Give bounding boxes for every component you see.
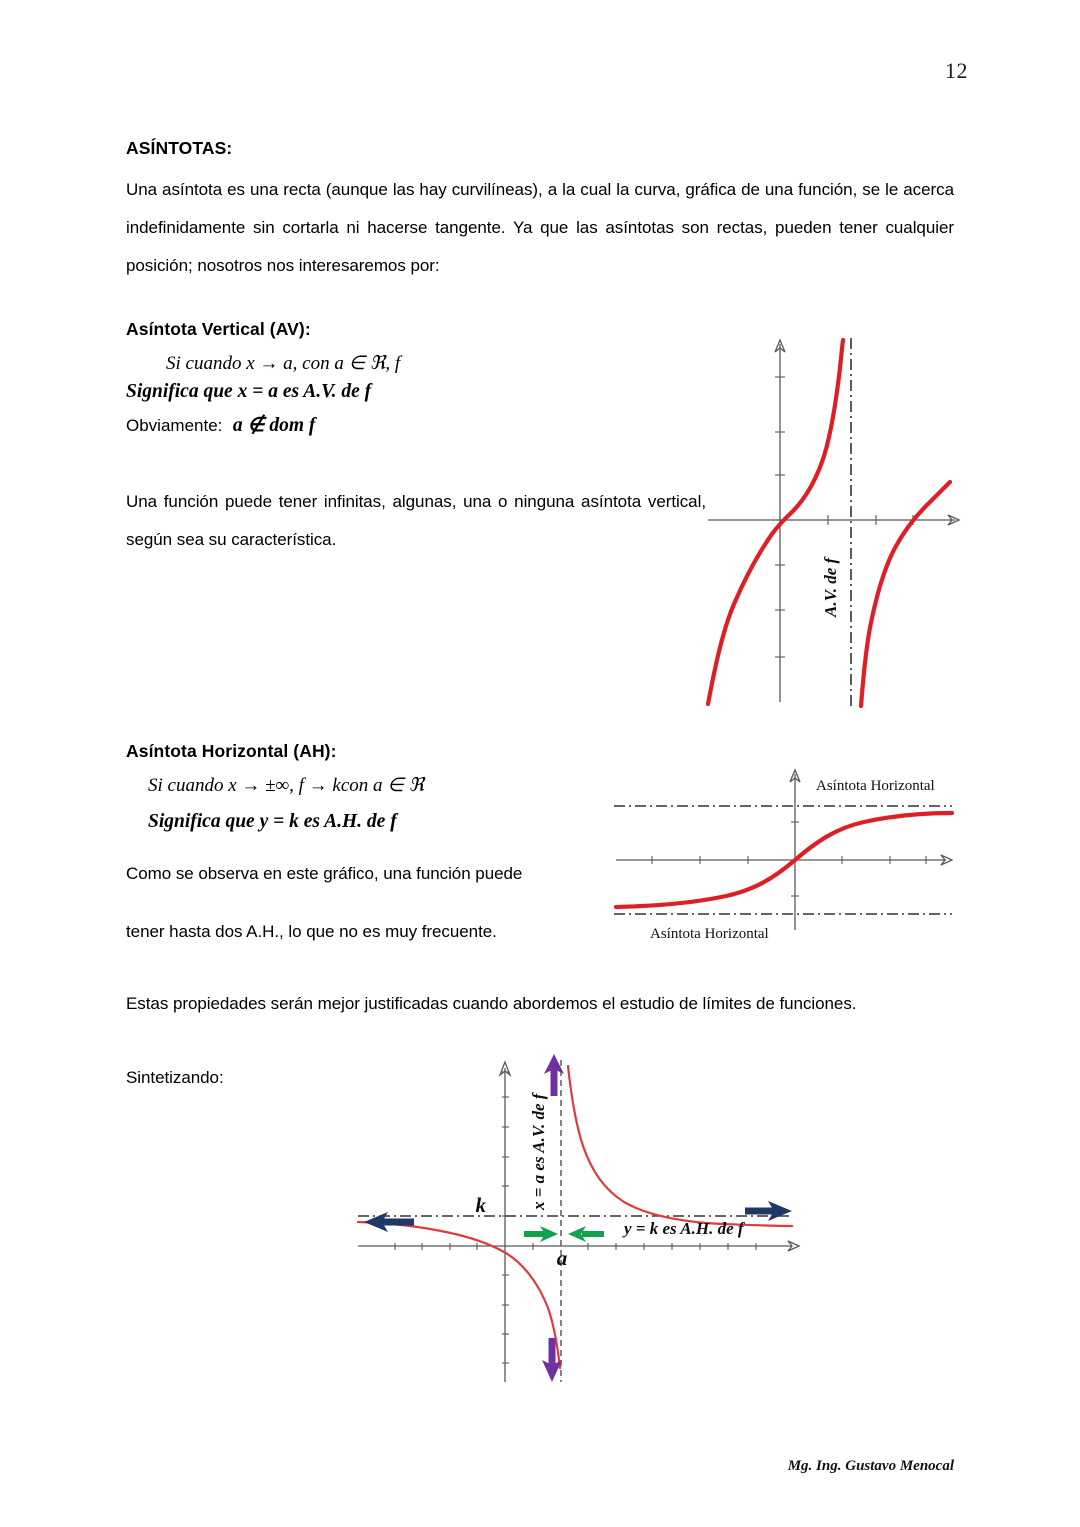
figure-vertical-asymptote — [700, 332, 962, 710]
figure-horizontal-asymptote — [608, 762, 958, 948]
paragraph-asintotas-intro: Una asíntota es una recta (aunque las hay curvilíneas), a la cual la curva, gráfica de una función, se le acerca indefinidamente sin cortarla ni hacerse tangente. Ya que las asíntotas son rectas, pueden tener cualquier posición; nosotros nos interesaremos por: — [126, 180, 954, 275]
page-number: 12 — [945, 58, 968, 83]
heading-asintota-vertical: Asíntota Vertical (AV): — [126, 319, 311, 339]
av-axes — [708, 340, 959, 702]
heading-asintota-horizontal: Asíntota Horizontal (AH): — [126, 741, 337, 761]
paragraph-closing: Estas propiedades serán mejor justificadas cuando abordemos el estudio de límites de funciones. — [126, 994, 857, 1013]
syn-curve-left-branch — [358, 1222, 560, 1368]
av-curve-left-branch — [708, 340, 843, 704]
syn-curve-right-branch — [568, 1066, 792, 1226]
syn-arrow-right-green — [524, 1226, 558, 1242]
heading-asintotas: ASÍNTOTAS: — [126, 138, 233, 158]
label-sintetizando: Sintetizando: — [126, 1068, 224, 1087]
figure-synthesis — [352, 1050, 822, 1390]
ah-label-bottom: Asíntota Horizontal — [650, 926, 769, 942]
formula-av-meaning-text: Significa que x = a es A.V. de f — [126, 381, 372, 402]
syn-arrow-left-green — [568, 1226, 604, 1242]
formula-ah-meaning-text: Significa que y = k es A.H. de f — [148, 811, 397, 832]
av-asymptote-label: A.V. de f — [821, 557, 840, 617]
formula-av-obvious-formula: a ∉ dom f — [232, 415, 316, 436]
paragraph-asintota-vertical: Una función puede tener infinitas, algunas, una o ninguna asíntota vertical, según sea su característica. — [126, 492, 706, 549]
syn-label-horizontal-asymptote: y = k es A.H. de f — [624, 1219, 744, 1238]
av-curve-right-branch — [861, 482, 950, 706]
paragraph-ah-part1: Como se observa en este gráfico, una función puede — [126, 864, 523, 883]
syn-label-a: a — [556, 1246, 568, 1270]
paragraph-ah-part2: tener hasta dos A.H., lo que no es muy frecuente. — [126, 922, 497, 941]
syn-label-k: k — [475, 1193, 486, 1217]
formula-av-condition-text: Si cuando x → a, con a ∈ ℜ, f — [166, 353, 401, 374]
formula-av-obvious-label: Obviamente: — [126, 416, 223, 435]
syn-label-vertical-asymptote: x = a es A.V. de f — [529, 1093, 548, 1210]
formula-ah-condition-text: Si cuando x → ±∞, f → kcon a ∈ ℜ — [148, 775, 425, 796]
syn-arrow-right-navy — [745, 1201, 792, 1221]
footer-author: Mg. Ing. Gustavo Menocal — [787, 1458, 954, 1474]
ah-label-top: Asíntota Horizontal — [816, 778, 935, 794]
syn-arrow-left-navy — [364, 1212, 414, 1232]
